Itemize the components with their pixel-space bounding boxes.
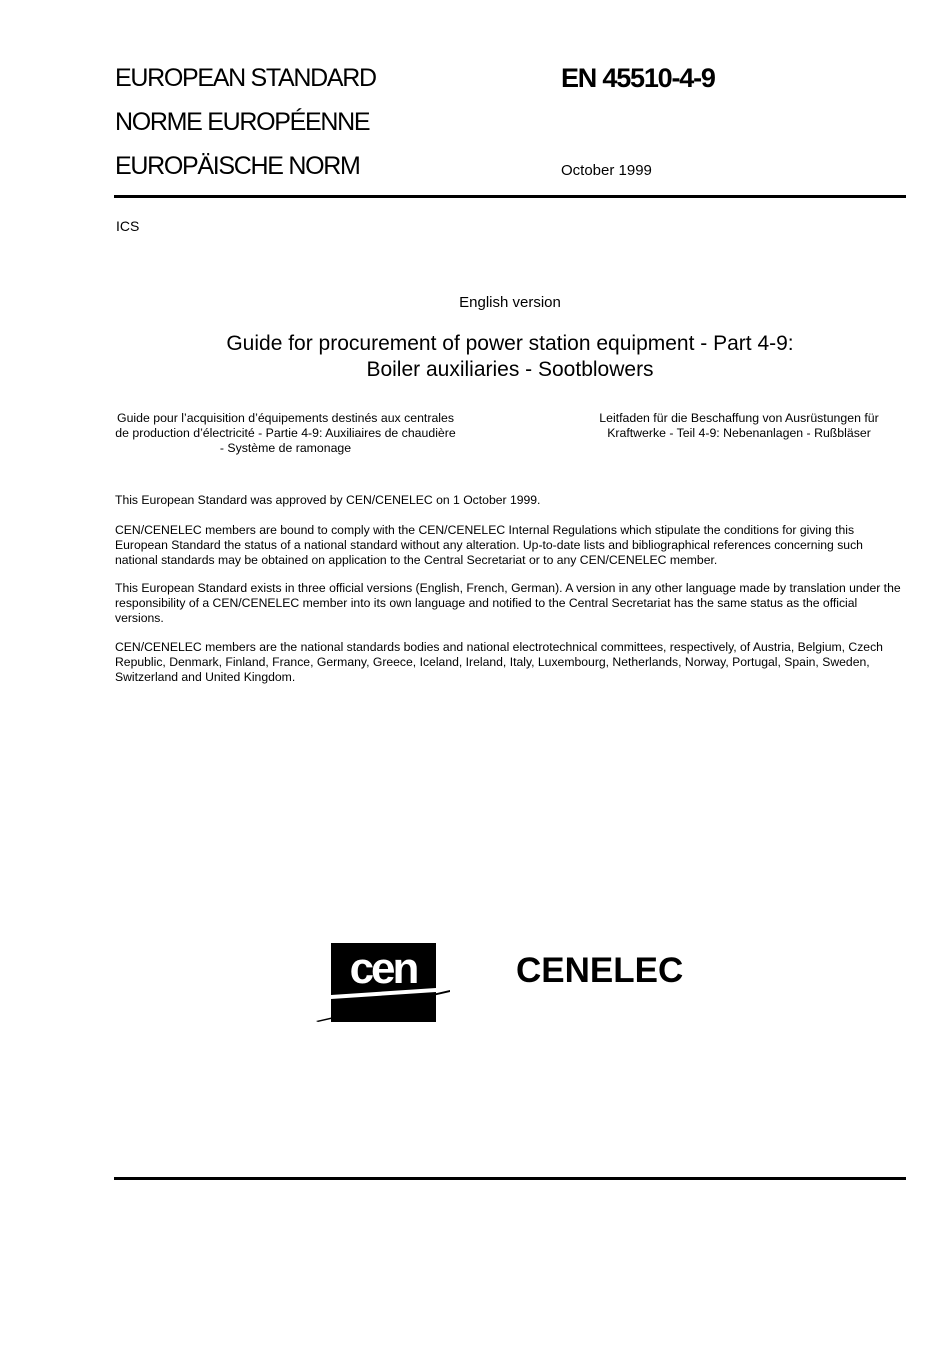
- footer-divider: [114, 1177, 906, 1180]
- paragraph-approval: This European Standard was approved by CEN/CENELEC on 1 October 1999.: [115, 493, 541, 507]
- version-label: English version: [459, 294, 561, 311]
- german-title: Leitfaden für die Beschaffung von Ausrüstungen für Kraftwerke - Teil 4-9: Nebenanlagen - Rußbläser: [599, 411, 879, 440]
- document-title: [114, 331, 906, 383]
- french-title: Guide pour l’acquisition d’équipements destinés aux centrales de production d’électricité - Partie 4-9: Auxiliaires de chaudière - Système de ramonage: [115, 411, 456, 455]
- standard-title-en: EUROPEAN STANDARD: [115, 64, 376, 92]
- cen-logo: [316, 942, 452, 1024]
- ics-label: ICS: [116, 218, 140, 234]
- title-line-2: Boiler auxiliaries - Sootblowers: [366, 358, 654, 381]
- standard-title-fr: NORME EUROPÉENNE: [115, 108, 370, 136]
- paragraph-members: CEN/CENELEC members are the national standards bodies and national electrotechnical committees, respectively, of Austria, Belgium, Czech Republic, Denmark, Finland, France, Germany, Greece, Iceland, Ireland, Italy, Luxembourg, Netherlands, Norway, Portugal, Spain, Sweden, Switzerland and United Kingdom.: [115, 640, 883, 684]
- title-line-1: Guide for procurement of power station equipment - Part 4-9:: [226, 332, 794, 355]
- standard-title-de: EUROPÄISCHE NORM: [115, 152, 360, 180]
- header-divider: [114, 195, 906, 198]
- document-number: EN 45510-4-9: [561, 63, 715, 93]
- paragraph-compliance: CEN/CENELEC members are bound to comply with the CEN/CENELEC Internal Regulations which stipulate the conditions for giving this European Standard the status of a national standard without any alteration. Up-to-date lists and bibliographical references concerning such national standards may be obtained on application to the Central Secretariat or to any CEN/CENELEC member.: [115, 523, 863, 567]
- publication-date: October 1999: [561, 162, 652, 179]
- paragraph-versions: This European Standard exists in three official versions (English, French, German). A version in any other language made by translation under the responsibility of a CEN/CENELEC member into its own language and notified to the Central Secretariat has the same status as the official versions.: [115, 581, 901, 625]
- cen-logo-text: cen: [349, 944, 417, 993]
- cenelec-logo: CENELEC: [516, 951, 684, 990]
